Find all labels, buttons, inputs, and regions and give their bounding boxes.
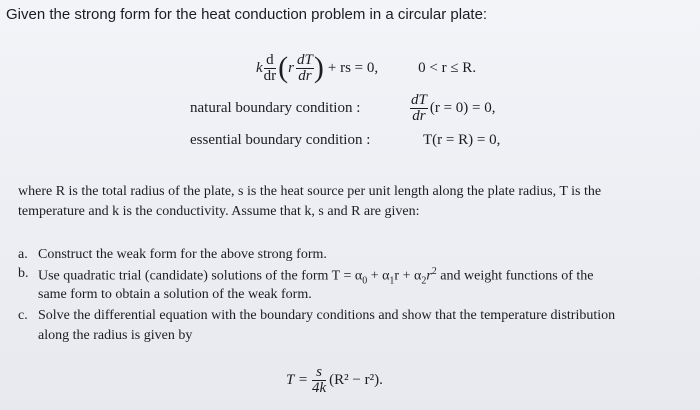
solution-equation xyxy=(286,362,383,398)
eq-dT-dr: $\frac{dT}{dr}$ xyxy=(297,51,313,84)
essential-bc-expression: T(r = R) = 0, xyxy=(423,132,501,148)
essential-bc-label: essential boundary condition : xyxy=(190,132,371,148)
task-c-line-2: along the radius is given by xyxy=(38,328,193,343)
natural-bc-derivative: $\frac{dT}{dr}$ xyxy=(411,91,427,124)
task-b-line-1: Use quadratic trial (candidate) solutions of the form $T = \alpha_0 + \alpha_1r + \alpha_2r^2$ and weight functions of the xyxy=(38,266,594,287)
task-b-marker: b. xyxy=(18,266,29,281)
eq-k: k xyxy=(256,59,263,76)
solution-lhs: T = xyxy=(286,371,308,388)
task-c-marker: c. xyxy=(18,308,28,323)
task-a-marker: a. xyxy=(18,247,28,262)
definitions-line-1: where R is the total radius of the plate, s is the heat source per unit length along the plate radius, T is the xyxy=(18,184,602,199)
eq-domain: 0 < r ≤ R. xyxy=(418,59,477,76)
task-b-line-2: same form to obtain a solution of the weak form. xyxy=(38,287,312,302)
task-a-text: Construct the weak form for the above strong form. xyxy=(38,247,327,262)
natural-bc-rest: (r = 0) = 0, xyxy=(429,99,496,116)
eq-r: r xyxy=(288,59,295,76)
eq-source-term: + rs = 0, xyxy=(327,59,379,76)
eq-left-paren: ( xyxy=(278,51,289,84)
task-c-line-1: Solve the differential equation with the boundary conditions and show that the temperature distribution xyxy=(38,308,616,323)
definitions-line-2: temperature and k is the conductivity. Assume that k, s and R are given: xyxy=(18,204,420,219)
solution-fraction: $\frac{s}{4k}$ xyxy=(311,363,327,396)
natural-bc-label: natural boundary condition : xyxy=(190,100,361,116)
solution-rest: (R² − r²). xyxy=(329,371,383,388)
governing-equation xyxy=(256,50,476,86)
eq-d-dr: $\frac{d}{dr}$ xyxy=(263,51,277,84)
intro-text: Given the strong form for the heat conduction problem in a circular plate: xyxy=(6,6,488,23)
eq-right-paren: ) xyxy=(313,51,324,84)
natural-bc-expression xyxy=(410,90,496,126)
